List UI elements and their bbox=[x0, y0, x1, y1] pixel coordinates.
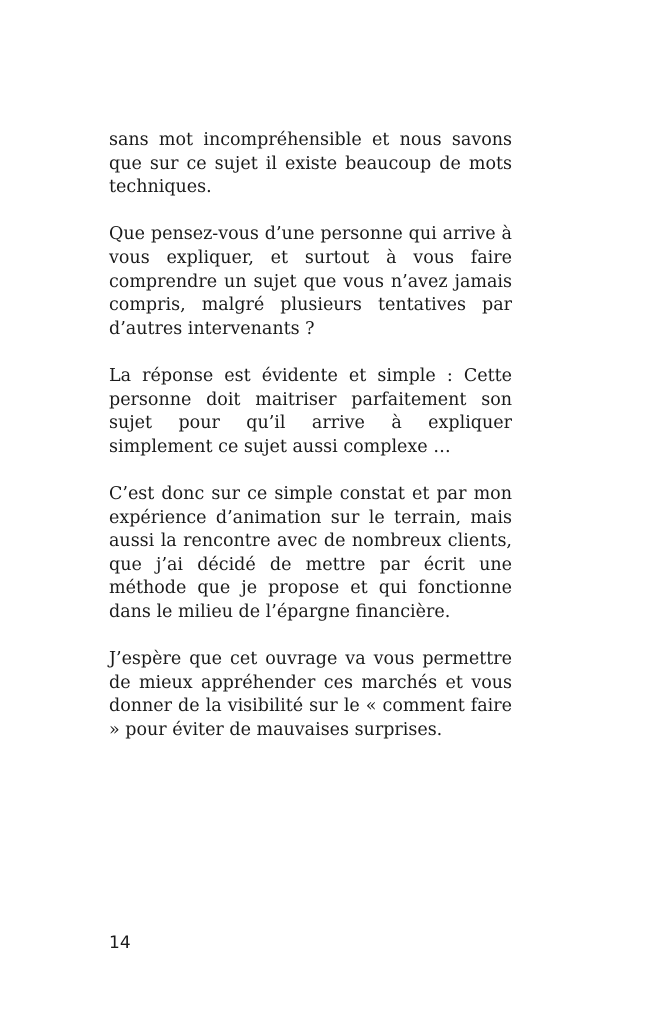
page-number: 14 bbox=[109, 933, 131, 953]
body-text bbox=[109, 129, 512, 766]
paragraph-5: J’espère que cet ouvrage va vous permettre de mieux appréhender ces marchés et vous donner de la visibilité sur le « comment faire » pour éviter de mauvaises surprises. bbox=[109, 649, 512, 740]
paragraph-2: Que pensez-vous d’une personne qui arrive à vous expliquer, et surtout à vous faire comprendre un sujet que vous n’avez jamais compris, malgré plusieurs tentatives par d’autres intervenants ? bbox=[109, 224, 512, 339]
paragraph-4: C’est donc sur ce simple constat et par mon expérience d’animation sur le terrain, mais aussi la rencontre avec de nombreux clients, que j’ai décidé de mettre par écrit une méthode que je propose et qui fonctionne dans le milieu de l’épargne financière. bbox=[109, 483, 512, 622]
paragraph-3: La réponse est évidente et simple : Cette personne doit maitriser parfaitement son sujet pour qu’il arrive à expliquer simplement ce sujet aussi complexe … bbox=[109, 365, 512, 457]
paragraph-1: sans mot incompréhensible et nous savons que sur ce sujet il existe beaucoup de mots techniques. bbox=[109, 130, 512, 198]
